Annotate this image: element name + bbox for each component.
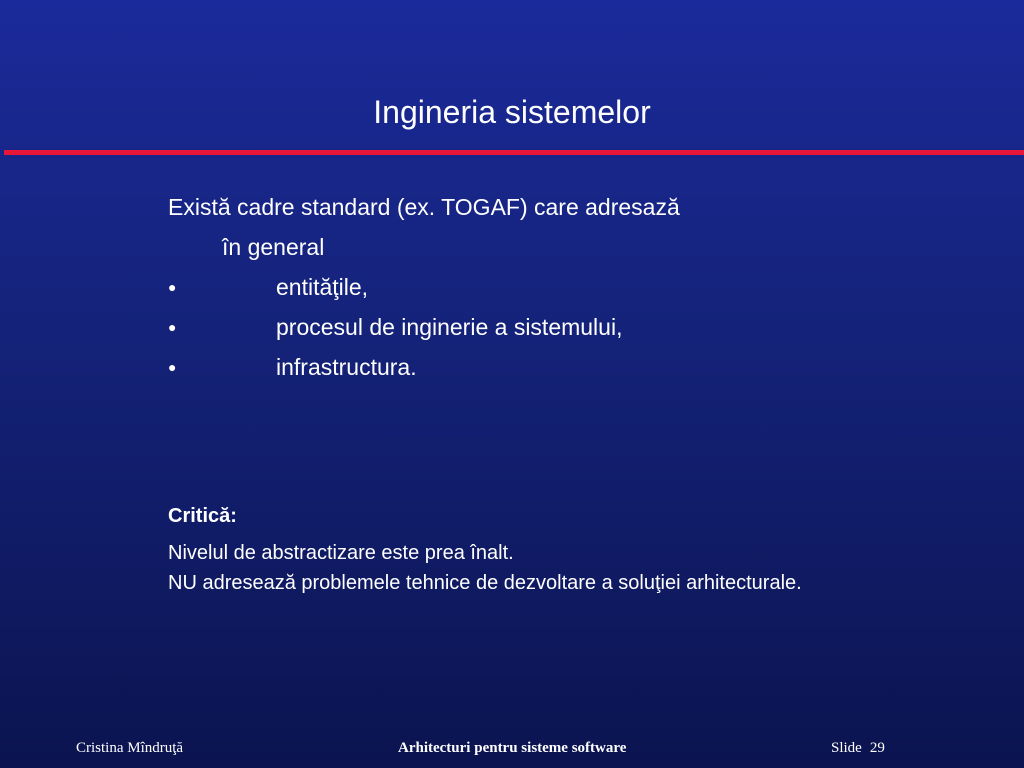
bullet-icon: ● <box>168 319 177 335</box>
bullet-icon: ● <box>168 279 177 295</box>
critique-section <box>168 503 888 599</box>
bullet-text: procesul de inginerie a sistemului, <box>276 314 623 340</box>
bullet-text: entităţile, <box>276 274 369 300</box>
intro-line: Există cadre standard (ex. TOGAF) care adresază <box>168 194 680 220</box>
bullet-item <box>168 310 868 350</box>
title-divider <box>4 150 1024 155</box>
slide-body <box>168 190 868 390</box>
footer-author: Cristina Mîndruţă <box>76 740 184 756</box>
slide-footer <box>0 738 1024 758</box>
critique-heading: Critică: <box>168 505 237 527</box>
bullet-icon: ● <box>168 359 177 375</box>
footer-course-title: Arhitecturi pentru sisteme software <box>398 740 627 756</box>
bullet-item <box>168 270 868 310</box>
critique-point: NU adresează problemele tehnice de dezvoltare a soluţiei arhitecturale. <box>168 572 802 594</box>
footer-slide-indicator <box>831 738 885 758</box>
bullet-item <box>168 350 868 390</box>
slide-title: Ingineria sistemelor <box>373 94 651 130</box>
bullet-text: infrastructura. <box>276 354 417 380</box>
slide-number: 29 <box>869 740 885 756</box>
slide-label: Slide <box>831 740 862 756</box>
intro-line-continued: în general <box>222 234 325 260</box>
critique-point: Nivelul de abstractizare este prea înalt. <box>168 542 514 564</box>
